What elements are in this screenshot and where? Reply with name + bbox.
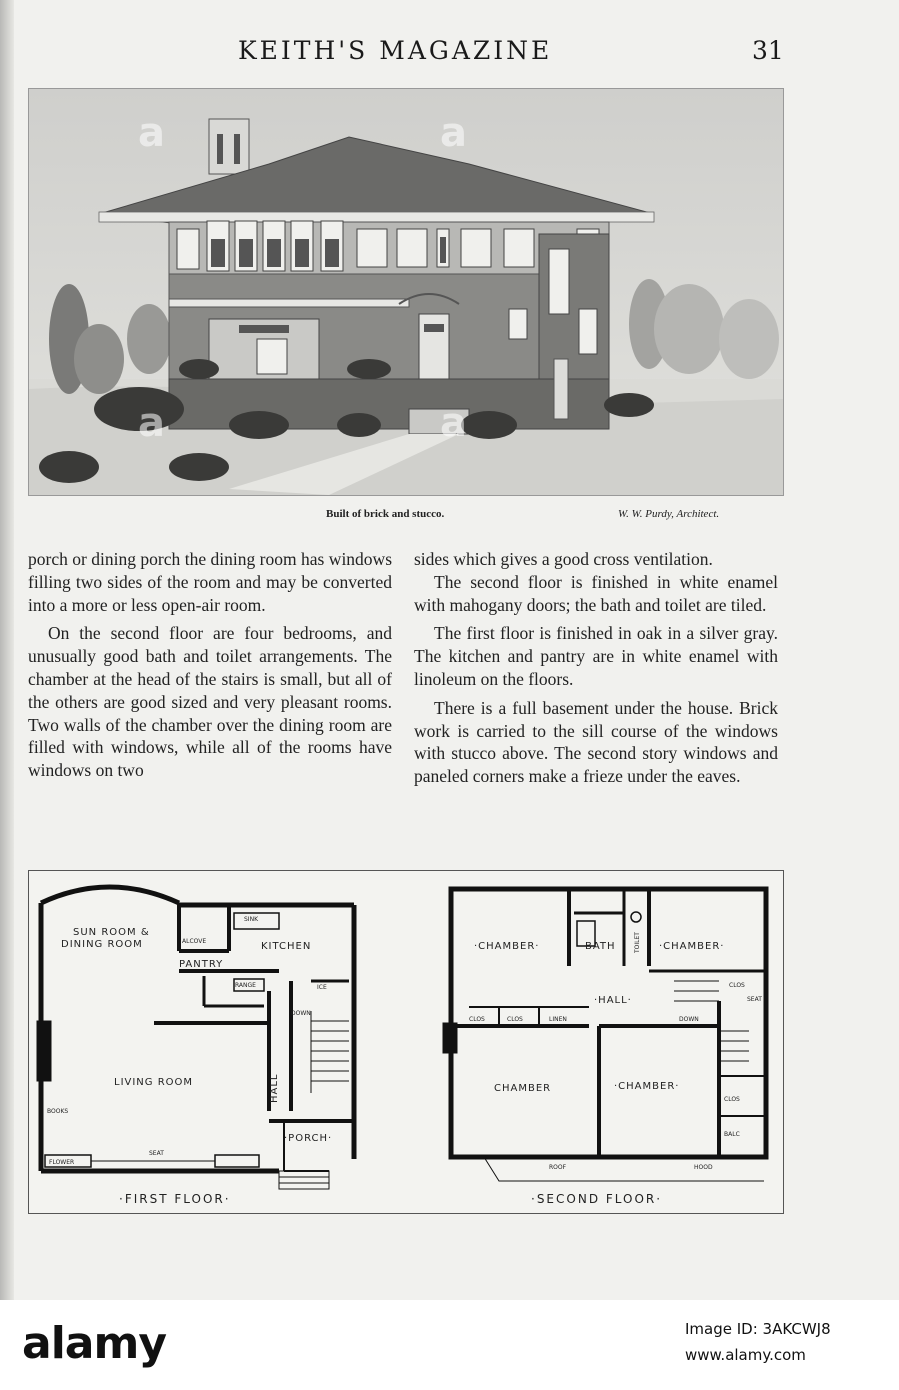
room-label-pantry: PANTRY — [179, 959, 224, 970]
room-label-dining-room: DINING ROOM — [61, 939, 143, 950]
label-seat: SEAT — [149, 1150, 164, 1157]
room-label-kitchen: KITCHEN — [261, 941, 312, 952]
floor-plans-drawing — [29, 871, 783, 1213]
label-linen: LINEN — [549, 1016, 567, 1023]
floor-plans — [28, 870, 784, 1214]
photo-caption: Built of brick and stucco. — [326, 508, 445, 520]
label-down: DOWN — [291, 1010, 311, 1017]
stock-footer — [0, 1300, 899, 1390]
room-label-chamber-nw: ·CHAMBER· — [474, 941, 540, 952]
architect-credit: W. W. Purdy, Architect. — [618, 508, 720, 520]
label-closet-4: CLOS — [724, 1096, 740, 1103]
article-paragraph: sides which gives a good cross ventilation. — [414, 549, 713, 569]
watermark-glyph: a — [440, 400, 467, 446]
alamy-logo: alamy — [22, 1318, 166, 1369]
label-down-upper: DOWN — [679, 1016, 699, 1023]
page-number: 31 — [752, 36, 784, 65]
label-closet-1: CLOS — [469, 1016, 485, 1023]
article-paragraph: On the second floor are four bedrooms, and unusually good bath and toilet arrangements. The chamber at the head of the stairs is small, but all of the others are good sized and very pleasant rooms. Two walls of the chamber over the dining room are filled with windows, while all of the rooms have windows on two — [28, 623, 392, 781]
label-books: BOOKS — [47, 1108, 69, 1115]
room-label-chamber-se: ·CHAMBER· — [614, 1081, 680, 1092]
label-sink: SINK — [244, 916, 259, 923]
label-roof: ROOF — [549, 1164, 567, 1171]
label-closet-2: CLOS — [507, 1016, 523, 1023]
room-label-alcove: ALCOVE — [182, 938, 207, 945]
room-label-chamber-sw: CHAMBER — [494, 1083, 552, 1094]
second-floor-title: ·SECOND FLOOR· — [531, 1192, 663, 1206]
image-id-label: Image ID: 3AKCWJ8 — [685, 1320, 831, 1338]
article-paragraph: The first floor is finished in oak in a silver gray. The kitchen and pantry are in white enamel with linoleum on the floors. — [414, 623, 778, 689]
article-paragraph: porch or dining porch the dining room has windows filling two sides of the room and may be converted into a more or less open-air room. — [28, 549, 392, 615]
room-label-hall-upper: ·HALL· — [594, 995, 632, 1006]
room-label-porch: ·PORCH· — [284, 1133, 333, 1144]
label-hood: HOOD — [694, 1164, 713, 1171]
label-range: RANGE — [235, 982, 256, 989]
room-label-hall: HALL — [269, 1073, 280, 1103]
first-floor-title: ·FIRST FLOOR· — [119, 1192, 231, 1206]
room-label-bath: BATH — [585, 941, 616, 952]
second-floor-plan — [443, 889, 766, 1181]
label-ice: ICE — [317, 984, 327, 991]
watermark-glyph: a — [138, 110, 165, 156]
room-label-living-room: LIVING ROOM — [114, 1077, 194, 1088]
room-label-toilet: TOILET — [634, 932, 641, 953]
label-closet-3: CLOS — [729, 982, 745, 989]
article-paragraph: The second floor is finished in white enamel with mahogany doors; the bath and toilet are tiled. — [414, 571, 778, 615]
label-balcony: BALC — [724, 1131, 740, 1138]
article-column-left — [28, 548, 392, 782]
room-label-chamber-ne: ·CHAMBER· — [659, 941, 725, 952]
label-seat-upper: SEAT — [747, 996, 762, 1003]
site-url[interactable]: www.alamy.com — [685, 1346, 806, 1364]
watermark-glyph: a — [440, 110, 467, 156]
watermark-glyph: a — [138, 400, 165, 446]
article-paragraph: There is a full basement under the house. Brick work is carried to the sill course of the windows with stucco above. The second story windows and paneled corners make a frieze under the eaves. — [414, 697, 778, 787]
article-column-right — [414, 548, 778, 788]
room-label-sun-room: SUN ROOM & — [73, 927, 150, 938]
label-flower: FLOWER — [49, 1159, 75, 1166]
page-binding-shadow — [0, 0, 14, 1300]
tree-left-2 — [74, 324, 124, 394]
magazine-title: KEITH'S MAGAZINE — [238, 36, 553, 65]
